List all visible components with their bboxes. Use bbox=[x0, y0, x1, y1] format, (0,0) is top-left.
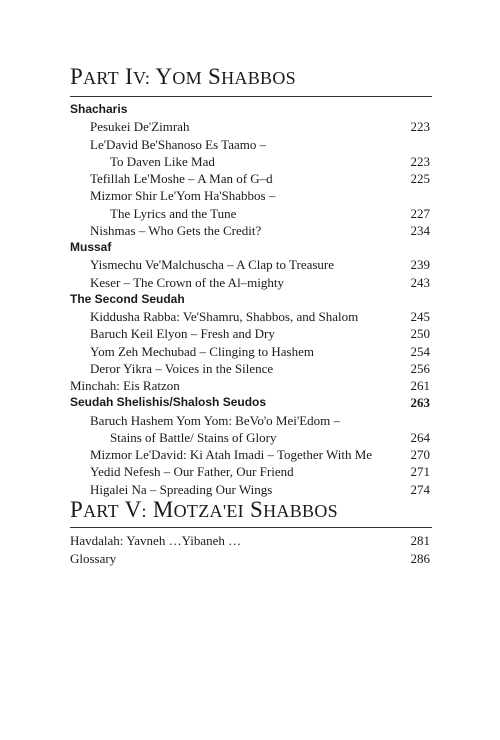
toc-entry bbox=[0, 136, 500, 153]
toc-entry-page: 263 bbox=[410, 395, 430, 411]
toc-entry bbox=[0, 325, 500, 342]
toc-entry-title: Le'David Be'Shanoso Es Taamo – bbox=[90, 136, 267, 152]
toc-entry-title: The Lyrics and the Tune bbox=[110, 205, 237, 221]
toc-entry-page: 239 bbox=[410, 257, 430, 273]
toc-entry bbox=[0, 170, 500, 187]
toc-entry-page: 225 bbox=[410, 171, 430, 186]
toc-entry-title: Higalei Na – Spreading Our Wings bbox=[90, 481, 273, 497]
toc-entry-title: Baruch Hashem Yom Yom: BeVo'o Mei'Edom – bbox=[90, 412, 341, 428]
toc-entry-title: Havdalah: Yavneh …Yibaneh … bbox=[70, 533, 242, 548]
toc-entry-page: 256 bbox=[410, 360, 430, 376]
toc-entry bbox=[0, 343, 500, 360]
toc-entry bbox=[0, 429, 500, 446]
toc-entry-title: To Daven Like Mad bbox=[110, 153, 215, 169]
toc-entry bbox=[0, 187, 500, 204]
toc-entry bbox=[0, 118, 500, 135]
toc-entry bbox=[0, 153, 500, 170]
toc-entry-page: 223 bbox=[410, 119, 430, 135]
toc-entry bbox=[0, 446, 500, 463]
toc-entry bbox=[0, 360, 500, 377]
toc-entry-title: Nishmas – Who Gets the Credit? bbox=[90, 222, 262, 238]
toc-entry-title: Kiddusha Rabba: Ve'Shamru, Shabbos, and Shalom bbox=[90, 309, 359, 324]
toc-entry bbox=[0, 239, 500, 256]
toc-entry-title: Yedid Nefesh – Our Father, Our Friend bbox=[90, 464, 294, 480]
toc-entry-title: Tefillah Le'Moshe – A Man of G–d bbox=[90, 171, 273, 186]
toc-entry bbox=[0, 256, 500, 273]
toc-entry-page: 281 bbox=[410, 533, 430, 548]
toc-entry-page: 245 bbox=[410, 309, 430, 324]
toc-entry-page: 271 bbox=[410, 464, 430, 480]
toc-entry-page: 274 bbox=[410, 481, 430, 497]
part-4-rule bbox=[70, 96, 432, 97]
toc-entry-title: Yismechu Ve'Malchuscha – A Clap to Treasure bbox=[90, 257, 335, 273]
toc-entry bbox=[0, 532, 500, 549]
toc-entry-page: 264 bbox=[410, 429, 430, 445]
toc-entry bbox=[0, 308, 500, 325]
toc-entry-page: 270 bbox=[410, 447, 430, 462]
toc-entry-page: 223 bbox=[410, 153, 430, 169]
toc-entry-page: 250 bbox=[410, 326, 430, 342]
toc-entry bbox=[0, 101, 500, 118]
toc-entry-title: Mizmor Le'David: Ki Atah Imadi – Together With Me bbox=[90, 447, 373, 462]
toc-entry-page: 234 bbox=[410, 222, 430, 238]
toc-entry-title: Glossary bbox=[70, 550, 117, 566]
toc-entry-page: 227 bbox=[410, 205, 430, 221]
toc-entry-page: 286 bbox=[410, 550, 430, 566]
part-5-title: PART V: MOTZA'EI SHABBOS bbox=[70, 497, 338, 522]
toc-entry bbox=[0, 481, 500, 498]
toc-entry bbox=[0, 205, 500, 222]
toc-entry bbox=[0, 222, 500, 239]
toc-entry bbox=[0, 274, 500, 291]
toc-entry-title: Deror Yikra – Voices in the Silence bbox=[90, 360, 274, 376]
toc-entry-title: Baruch Keil Elyon – Fresh and Dry bbox=[90, 326, 275, 342]
toc-entry-title: Pesukei De'Zimrah bbox=[90, 119, 190, 135]
part-5-rule bbox=[70, 527, 432, 528]
toc-entry-page: 243 bbox=[410, 274, 430, 290]
toc-entry bbox=[0, 412, 500, 429]
toc-entry bbox=[0, 463, 500, 480]
toc-entry-title: Minchah: Eis Ratzon bbox=[70, 378, 180, 393]
toc-entry bbox=[0, 394, 500, 411]
toc-entry-title: Mussaf bbox=[70, 240, 112, 254]
toc-entry-title: The Second Seudah bbox=[70, 291, 185, 306]
toc-entry-title: Mizmor Shir Le'Yom Ha'Shabbos – bbox=[90, 188, 276, 204]
toc-entry bbox=[0, 550, 500, 567]
toc-entry bbox=[0, 291, 500, 308]
part-4-title: PART IV: YOM SHABBOS bbox=[70, 64, 296, 89]
toc-entry-page: 261 bbox=[410, 378, 430, 393]
toc-entry-title: Seudah Shelishis/Shalosh Seudos bbox=[70, 395, 267, 410]
toc-entry-page: 254 bbox=[410, 343, 430, 359]
toc-entry bbox=[0, 377, 500, 394]
toc-entry-title: Shacharis bbox=[70, 102, 128, 116]
toc-entry-title: Yom Zeh Mechubad – Clinging to Hashem bbox=[90, 343, 314, 359]
toc-entry-title: Stains of Battle/ Stains of Glory bbox=[110, 429, 277, 445]
toc-entry-title: Keser – The Crown of the Al–mighty bbox=[90, 274, 285, 290]
